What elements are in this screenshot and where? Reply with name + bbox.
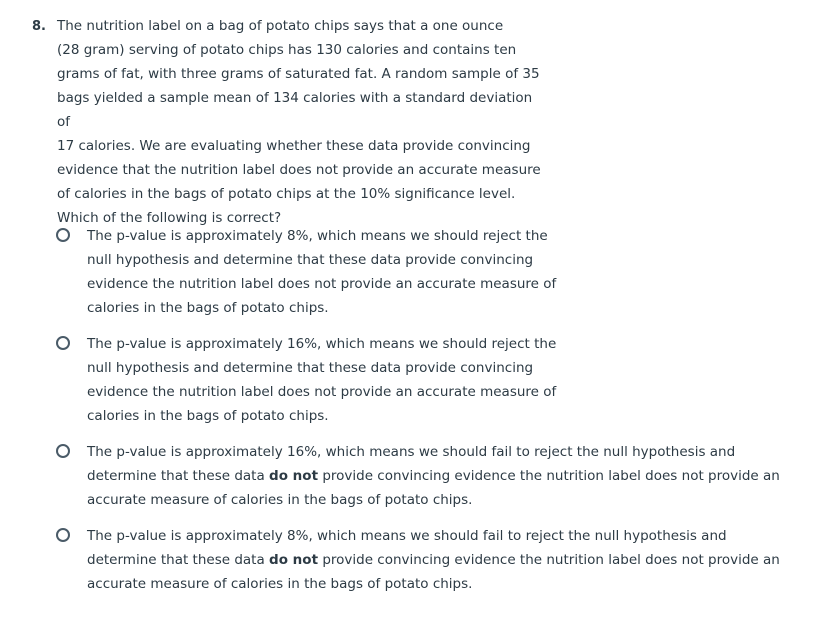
answer-choice-3-bold: do not bbox=[269, 468, 319, 484]
radio-button-2[interactable] bbox=[56, 336, 70, 350]
answer-choice-2[interactable] bbox=[56, 332, 796, 440]
answer-choice-3[interactable] bbox=[56, 440, 796, 524]
answer-choice-3-text-before: The p-value is approximately 16%, which means we should fail to reject the null hypothesis and determine that these data bbox=[87, 444, 736, 484]
answer-choices bbox=[56, 224, 796, 608]
radio-button-3[interactable] bbox=[56, 444, 70, 458]
question-text: The nutrition label on a bag of potato chips says that a one ounce (28 gram) serving of potato chips has 130 calories and contains ten grams of fat, with three grams of saturated fat. A random sample of 35 bags yielded a sample mean of 134 calories with a standard deviation of 17 calories. We are evaluating whether these data provide convincing evidence that the nutrition label does not provide an accurate measure of calories in the bags of potato chips at the 10% significance level. Which of the following is correct? bbox=[57, 18, 541, 226]
radio-button-4[interactable] bbox=[56, 528, 70, 542]
answer-choice-4[interactable] bbox=[56, 524, 796, 608]
radio-button-1[interactable] bbox=[56, 228, 70, 242]
question-number: 8. bbox=[32, 19, 46, 34]
answer-choice-4-bold: do not bbox=[269, 552, 319, 568]
answer-choice-3-text-after: provide convincing evidence the nutrition label does not provide an accurate measure of calories in the bags of potato chips. bbox=[87, 468, 780, 508]
answer-choice-4-text-after: provide convincing evidence the nutrition label does not provide an accurate measure of calories in the bags of potato chips. bbox=[87, 552, 780, 592]
answer-choice-2-text: The p-value is approximately 16%, which means we should reject the null hypothesis and determine that these data provide convincing evidence the nutrition label does not provide an accurate measure of calories in the bags of potato chips. bbox=[87, 336, 557, 424]
answer-choice-4-text-before: The p-value is approximately 8%, which means we should fail to reject the null hypothesis and determine that these data bbox=[87, 528, 727, 568]
answer-choice-1[interactable] bbox=[56, 224, 796, 332]
answer-choice-4-text bbox=[87, 524, 792, 596]
answer-choice-3-text bbox=[87, 440, 792, 512]
answer-choice-1-text: The p-value is approximately 8%, which means we should reject the null hypothesis and determine that these data provide convincing evidence the nutrition label does not provide an accurate measure of calories in the bags of potato chips. bbox=[87, 228, 557, 316]
